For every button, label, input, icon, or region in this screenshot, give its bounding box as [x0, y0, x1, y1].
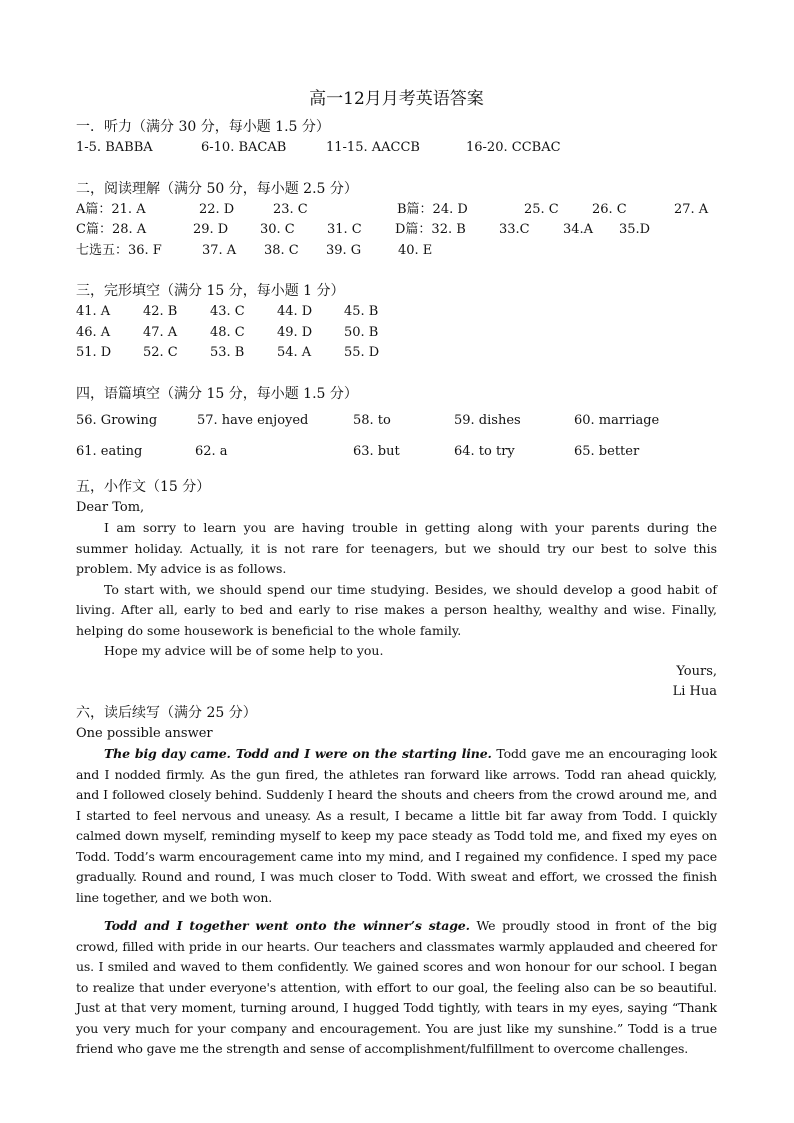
cloze-row	[76, 323, 717, 344]
answer-item: 65. better	[574, 443, 640, 459]
document-title: 高一12月月考英语答案	[309, 89, 484, 109]
letter-paragraph: I am sorry to learn you are having trouble in getting along with your parents during the summer holiday. Actually, it is not rare for teenagers, but we should try our best to solve this problem. My advice is as follows.	[76, 520, 717, 576]
letter-paragraph: To start with, we should spend our time studying. Besides, we should develop a good habit of living. After all, early to bed and early to rise makes a person healthy, wealthy and wise. Finally, helping do some housework is beneficial to the whole family.	[76, 581, 717, 638]
answer-item: 七选五：36. F	[76, 242, 162, 258]
answer-item: 49. D	[277, 324, 313, 340]
answer-item: 47. A	[143, 324, 178, 340]
continuation-paragraph	[76, 916, 717, 1060]
answer-item: 34.A	[563, 222, 594, 237]
answer-item: 62. a	[195, 443, 228, 459]
answer-item: 59. dishes	[454, 412, 521, 428]
answer-item: 57. have enjoyed	[197, 412, 309, 428]
listening-answers	[76, 138, 717, 159]
answer-item: 51. D	[76, 345, 112, 360]
answer-group: 6-10. BACAB	[201, 140, 287, 155]
reading-row-seven	[76, 241, 717, 262]
grammar-row	[76, 442, 717, 473]
sample-answer-label: One possible answer	[76, 725, 213, 741]
answer-item: 45. B	[344, 304, 379, 319]
letter-greeting: Dear Tom,	[76, 499, 145, 515]
section-continuation-header: 六，读后续写（满分 25 分）	[76, 704, 257, 721]
answer-item: 50. B	[344, 324, 379, 340]
answer-item: 63. but	[353, 443, 400, 459]
answer-item: 27. A	[674, 201, 709, 217]
answer-item: 37. A	[202, 242, 237, 258]
answer-item: 44. D	[277, 304, 313, 319]
section-cloze-header: 三，完形填空（满分 15 分，每小题 1 分）	[76, 283, 345, 299]
answer-item: 23. C	[273, 201, 308, 217]
section-listening-header: 一．听力（满分 30 分，每小题 1.5 分）	[76, 119, 330, 135]
paragraph-body: Todd gave me an encouraging look and I nodded firmly. As the gun fired, the athletes ran forward like arrows. Todd ran ahead quickly, and I followed closely behind. Suddenly I heard the shouts and cheers from the crowd around me, and I started to feel nervous and uneasy. As a result, I became a little bit far away from Todd. I quickly calmed down myself, reminding myself to keep my pace steady as Todd told me, and fixed my eyes on Todd. Todd’s warm encouragement came into my mind, and I regained my confidence. I sped my pace gradually. Round and round, I was much closer to Todd. With sweat and effort, we crossed the finish line together, and we both won.	[76, 746, 717, 905]
answer-item: 39. G	[326, 242, 362, 258]
answer-document	[76, 84, 717, 1060]
answer-item: 60. marriage	[574, 412, 660, 428]
answer-group: 1-5. BABBA	[76, 140, 153, 155]
answer-item: 64. to try	[454, 443, 515, 459]
answer-item: 40. E	[398, 242, 433, 258]
answer-item: 33.C	[499, 222, 530, 237]
cloze-row	[76, 343, 717, 364]
answer-item: 61. eating	[76, 443, 143, 459]
answer-item: 22. D	[199, 201, 235, 217]
answer-item: 52. C	[143, 345, 178, 360]
answer-item: 35.D	[619, 222, 651, 237]
answer-item: 25. C	[524, 201, 559, 217]
section-short-writing-header: 五，小作文（15 分）	[76, 478, 211, 495]
section-grammar-fill-header: 四，语篇填空（满分 15 分，每小题 1.5 分）	[76, 385, 358, 402]
letter-paragraph: Hope my advice will be of some help to you.	[104, 643, 384, 658]
answer-group: 16-20. CCBAC	[466, 140, 561, 155]
paragraph-lead-sentence: Todd and I together went onto the winner’s stage.	[104, 918, 470, 933]
answer-item: 38. C	[264, 242, 299, 258]
answer-item: 43. C	[210, 304, 245, 319]
answer-item: C篇：28. A	[76, 222, 147, 237]
reading-row-cd	[76, 220, 717, 241]
answer-item: 56. Growing	[76, 412, 158, 428]
letter-signature: Li Hua	[672, 684, 717, 699]
answer-item: 31. C	[327, 222, 362, 237]
continuation-paragraph	[76, 744, 717, 908]
answer-item: 42. B	[143, 304, 178, 319]
answer-item: 30. C	[260, 222, 295, 237]
cloze-row	[76, 302, 717, 323]
grammar-row	[76, 411, 717, 442]
answer-item: 26. C	[592, 201, 627, 217]
answer-item: 53. B	[210, 345, 245, 360]
answer-item: B篇：24. D	[397, 201, 468, 217]
paragraph-lead-sentence: The big day came. Todd and I were on the starting line.	[104, 746, 492, 761]
answer-item: 54. A	[277, 345, 312, 360]
answer-item: 58. to	[353, 412, 391, 428]
letter-closing: Yours,	[676, 663, 717, 679]
answer-item: 29. D	[193, 222, 229, 237]
answer-item: D篇：32. B	[395, 222, 466, 237]
paragraph-body: We proudly stood in front of the big crowd, filled with pride in our hearts. Our teachers and classmates warmly applauded and cheered for us. I smiled and waved to them confidently. We gained scores and won honour for our school. I began to realize that under everyone's attention, with effort to our goal, the feeling also can be so beautiful. Just at that very moment, turning around, I hugged Todd tightly, with tears in my eyes, saying “Thank you very much for your company and encouragement. You are just like my sunshine.” Todd is a true friend who gave me the strength and sense of accomplishment/fulfillment to overcome challenges.	[76, 918, 717, 1056]
reading-row-ab	[76, 200, 717, 221]
answer-group: 11-15. AACCB	[326, 140, 420, 155]
answer-item: 41. A	[76, 304, 111, 319]
answer-item: 48. C	[210, 324, 245, 340]
answer-item: 46. A	[76, 324, 111, 340]
answer-item: 55. D	[344, 345, 380, 360]
answer-item: A篇：21. A	[76, 201, 146, 217]
section-reading-header: 二，阅读理解（满分 50 分，每小题 2.5 分）	[76, 180, 358, 197]
